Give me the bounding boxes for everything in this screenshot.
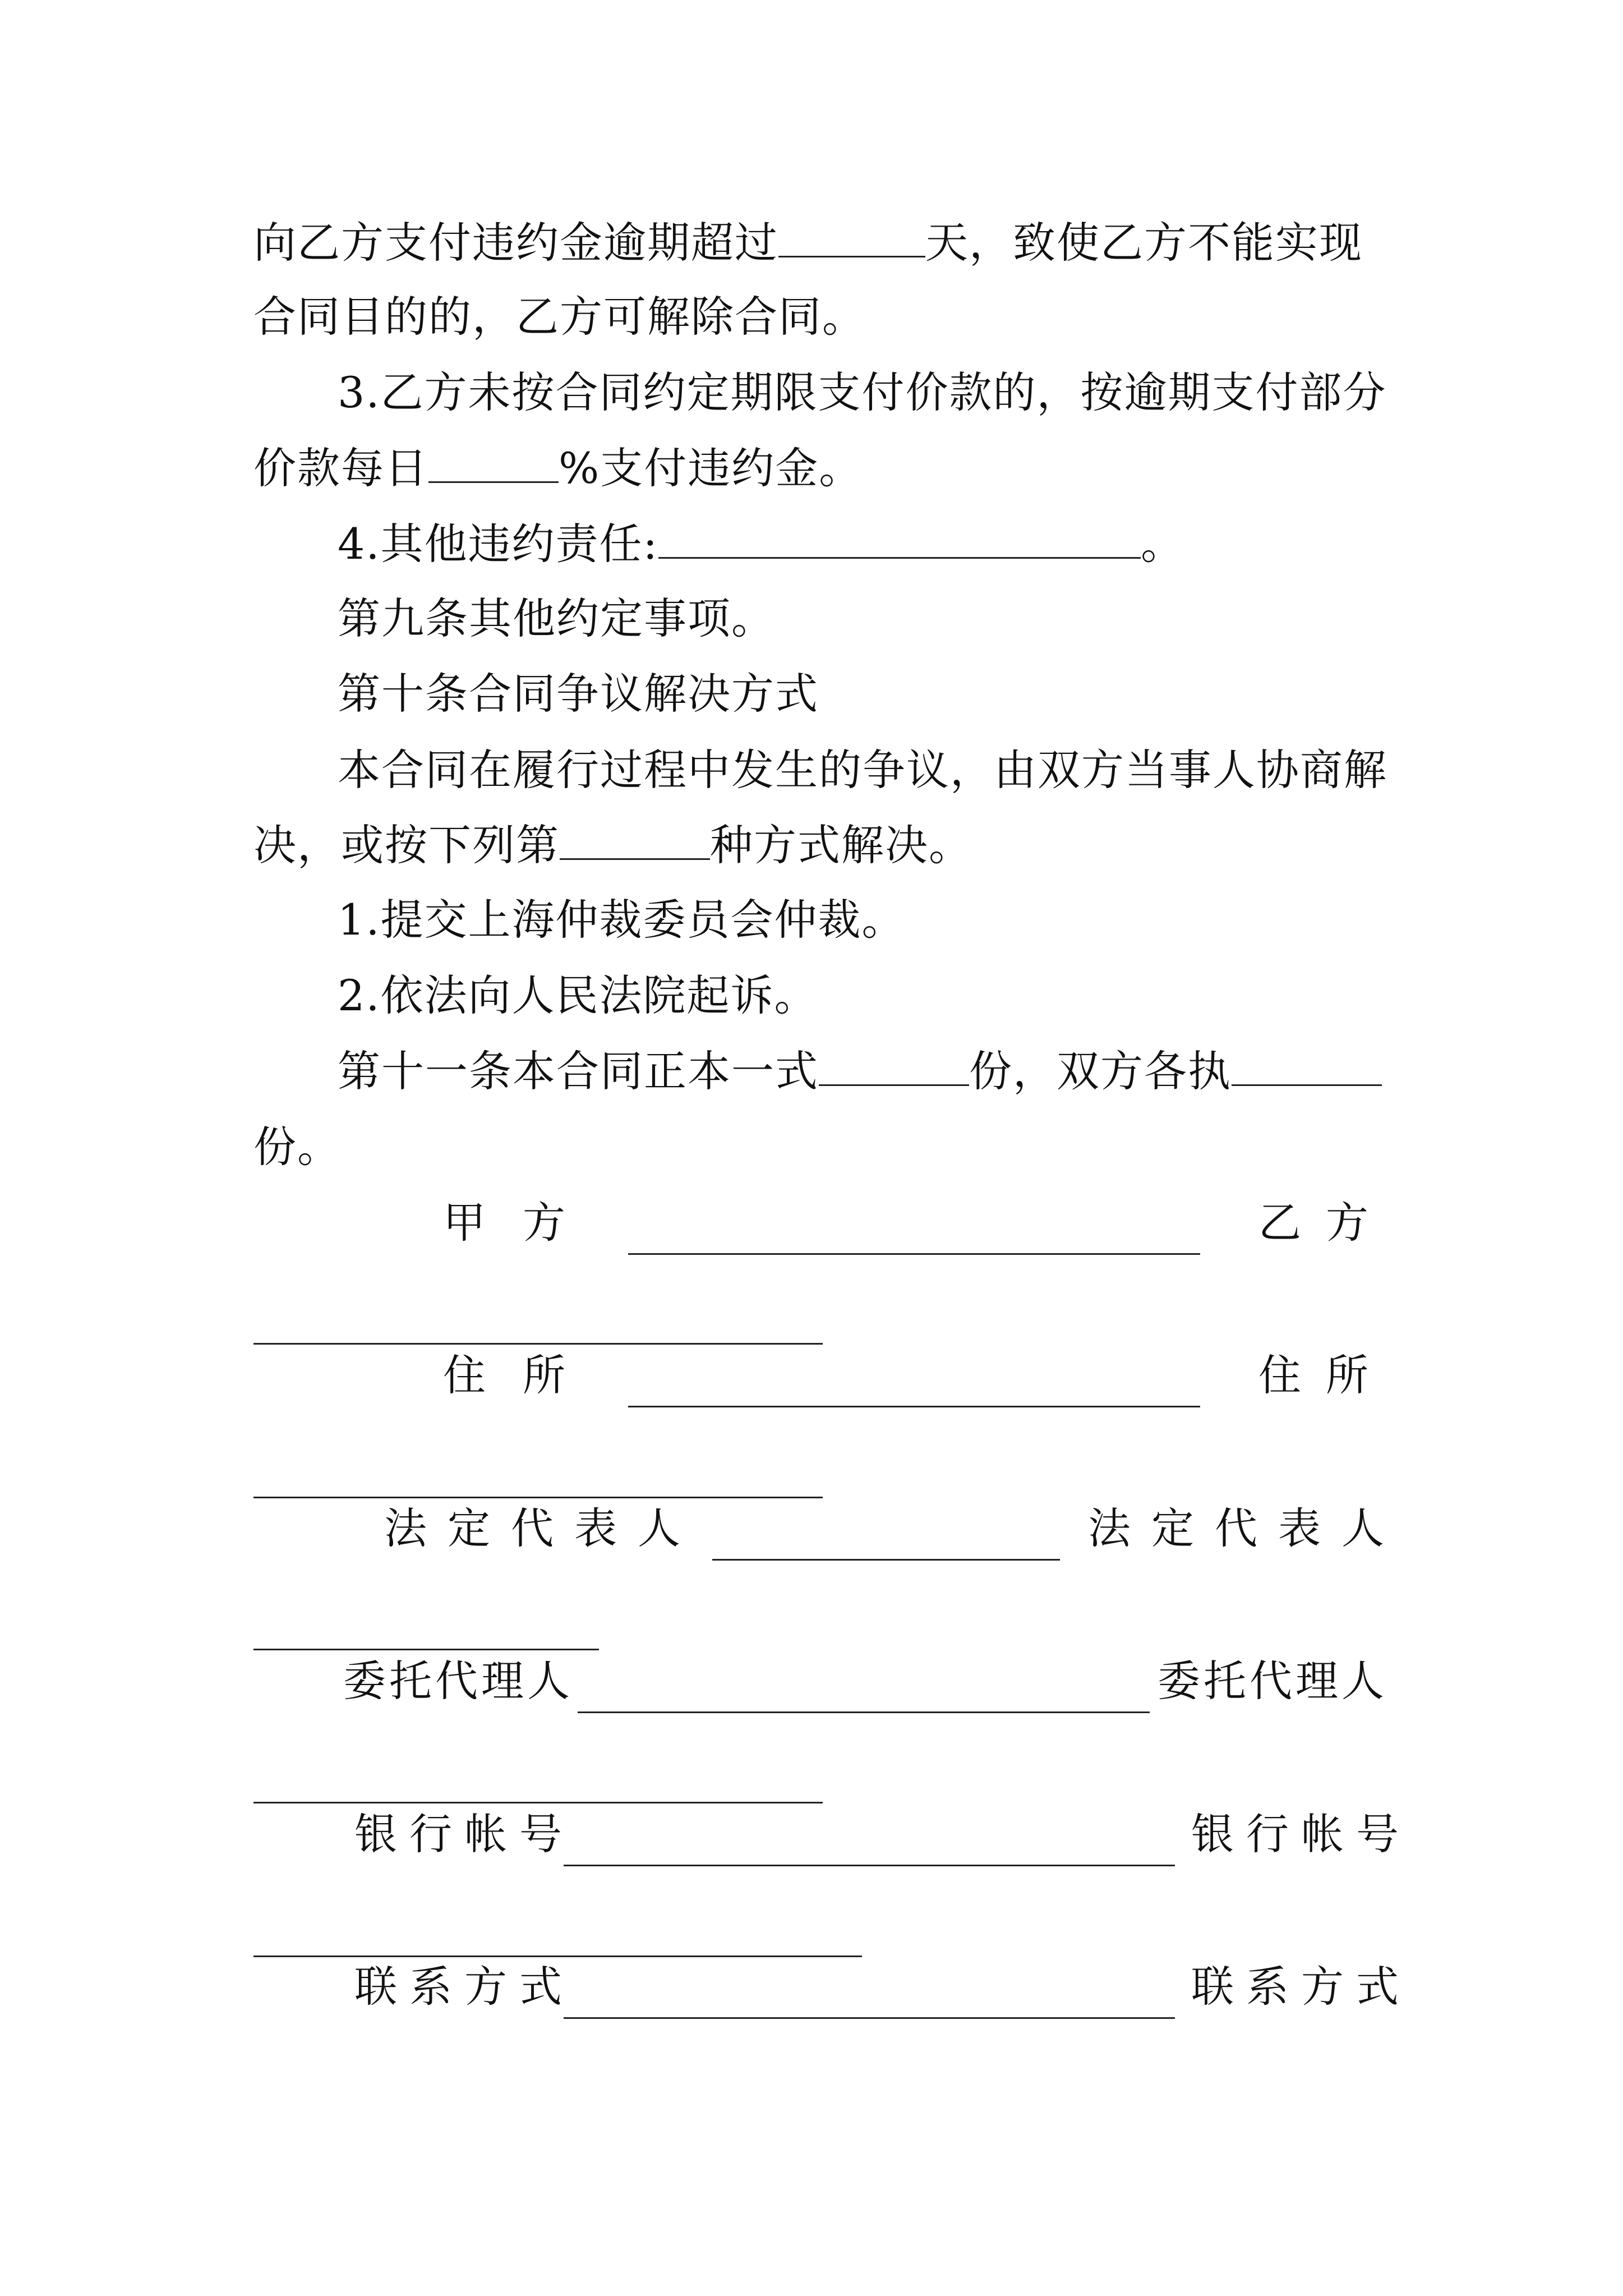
clause-text-line [253, 965, 1371, 1027]
party-a-line[interactable] [628, 1253, 1200, 1255]
legal-rep-a-line[interactable] [712, 1559, 1060, 1561]
text-segment: 份。 [253, 1122, 341, 1172]
party-a-label: 甲方 [443, 1198, 602, 1248]
agent-a-line[interactable] [578, 1711, 1150, 1713]
clause-text-line [253, 362, 1387, 424]
legal-rep-a-label: 法定代表人 [384, 1503, 701, 1553]
method-number-blank[interactable] [560, 822, 710, 860]
clause-text-line [253, 1041, 1371, 1102]
clause-text-line [253, 212, 1371, 274]
text-segment: 本合同在履行过程中发生的争议，由双方当事人协商解 [338, 745, 1387, 795]
other-liability-blank[interactable] [658, 521, 1141, 559]
text-segment: 种方式解决。 [710, 820, 972, 870]
clause-text-line [253, 513, 1371, 575]
bank-b-label: 银行帐号 [1191, 1809, 1411, 1859]
address-b-label: 住所 [1258, 1350, 1393, 1400]
text-segment: 向乙方支付违约金逾期超过 [253, 218, 778, 268]
text-segment: 第十一条本合同正本一式 [338, 1046, 819, 1096]
article-heading [253, 588, 1371, 650]
text-segment: 1.提交上海仲裁委员会仲裁。 [338, 895, 906, 945]
text-segment: 合同目的的，乙方可解除合同。 [253, 292, 866, 342]
text-segment: 第十条合同争议解决方式 [338, 669, 819, 719]
copies-each-blank[interactable] [1232, 1048, 1382, 1086]
text-segment: 价款每日 [253, 443, 428, 493]
copies-total-blank[interactable] [819, 1048, 969, 1086]
contact-a-line[interactable] [564, 2017, 1175, 2019]
text-segment: 4.其他违约责任: [338, 519, 659, 569]
address-a-label: 住所 [443, 1350, 602, 1400]
clause-text-line [253, 815, 1371, 876]
article-heading [253, 663, 1371, 725]
text-segment: 3.乙方未按合同约定期限支付价款的，按逾期支付部分 [338, 367, 1387, 417]
clause-text-line [253, 438, 1371, 499]
party-b-label: 乙方 [1258, 1198, 1393, 1248]
days-blank[interactable] [778, 220, 925, 257]
address-a-line[interactable] [628, 1406, 1200, 1407]
clause-text-line [253, 739, 1387, 801]
text-segment: 天，致使乙方不能实现 [925, 218, 1363, 268]
legal-rep-b-label: 法定代表人 [1088, 1503, 1405, 1553]
text-segment: %支付违约金。 [559, 443, 863, 493]
text-segment: 。 [1141, 519, 1185, 569]
contact-a-label: 联系方式 [354, 1962, 574, 2012]
clause-text-line [253, 1116, 1371, 1178]
text-segment: 2.依法向人民法院起诉。 [338, 970, 818, 1020]
clause-text-line [253, 286, 1371, 348]
bank-a-label: 银行帐号 [354, 1809, 574, 1859]
contact-b-label: 联系方式 [1191, 1962, 1411, 2012]
agent-a-label: 委托代理人 [343, 1656, 573, 1706]
agent-b-label: 委托代理人 [1158, 1656, 1387, 1706]
clause-text-line [253, 889, 1371, 951]
bank-a-line[interactable] [564, 1865, 1175, 1866]
text-segment: 决，或按下列第 [253, 820, 560, 870]
text-segment: 份，双方各执 [969, 1046, 1232, 1096]
percent-blank[interactable] [428, 445, 559, 483]
text-segment: 第九条其他约定事项。 [338, 593, 775, 643]
